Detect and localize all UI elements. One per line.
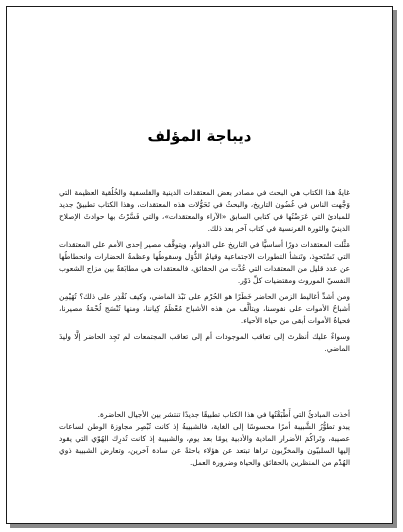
section-one (59, 187, 350, 355)
paragraph: يبدو تطوُّرُ الشَّبيبة أمرًا محسوسًا إلى الغاية، فالشبيبةُ إذ كانت تُبْصِر مجاوزةَ الوطن لساعات عصيبة، وتَراكُمَ الأضرار المادية والأدبية يومًا بعد يوم، والشبيبة إذ كانت تُدرِك الهُوّي التي يقود إليها السلبيّون والمخرِّبون تراها تبتعد عن هؤلاء باحثةً عن سادة آخرين، وتعارض الشبيبة ذوي الهُدْم من المنظرين بالحقائق والحياة وضرورة العمل. (59, 422, 350, 467)
paragraph: وسواءٌ عليك أنظرتَ إلى تعاقب الموجودات أم إلى تعاقب المجتمعات لم تَجِد الحاضر إلَّا وليدَ الماضي. (59, 332, 350, 353)
paragraph: ومن أشدِّ أغاليط الزمن الحاضر خَطَرًا هو الحُرْم على نَبْذ الماضي، وكيف نُقْدِر على ذلك؟ تُهَيْمِن أشباحُ الأموات على نفوسنا، ويتألَّف من هذه الأشباح مُعْظَمُ كِياننا، ومنها تُنْسَج لُحْمَةُ مصيرنا، فحياةُ الأموات أبقى من حياة الأحياء. (59, 292, 350, 325)
section-two (59, 409, 350, 469)
book-page (6, 6, 393, 524)
page-title: ديباجة المؤلف (147, 127, 252, 145)
paragraph: غايةُ هذا الكتاب هي البحث في مصادر بعض المعتقدات الدينية والفلسفية والخُلُقية العظيمة التي وَجَّهت الناس في غُضُون التاريخ، والبحثُ في تَحَوُّلات هذه المعتقدات، وهذا الكتاب تطبيقٌ جديد للمبادئ التي عَرَضْتُها في كتابي السابق «الآراء والمعتقدات»، والتي فَسَّرْتُ بها حوادثَ الإصلاح الدينيّ والثورة الفرنسية في كتاب آخر بعد ذلك. (59, 188, 350, 233)
paragraph: أخذت المبادئُ التي أَطْبَقْتُها في هذا الكتاب تطبيقًا جديدًا تنتشر بين الأجيال الحاضرة. (97, 410, 350, 419)
paragraph: مَثَّلت المعتقدات دورًا أساسيًّا في التاريخ على الدوام، ويتوقَّف مصير إحدى الأمم على المعتقدات التي تَسْتَحوِذ، وتَنشأ التطورات الاجتماعية وقيامُ الدُّوَل وسقوطُها وعظمةُ الحضارات وانحطاطُها عن عدد قليل من المعتقدات التي عُدَّت من الحقائق، فالمعتقدات هي مطابَقةٌ بين مزاج الشعوب النفسيّ الموروث ومقتضيات كلِّ دَوْر. (59, 240, 350, 285)
